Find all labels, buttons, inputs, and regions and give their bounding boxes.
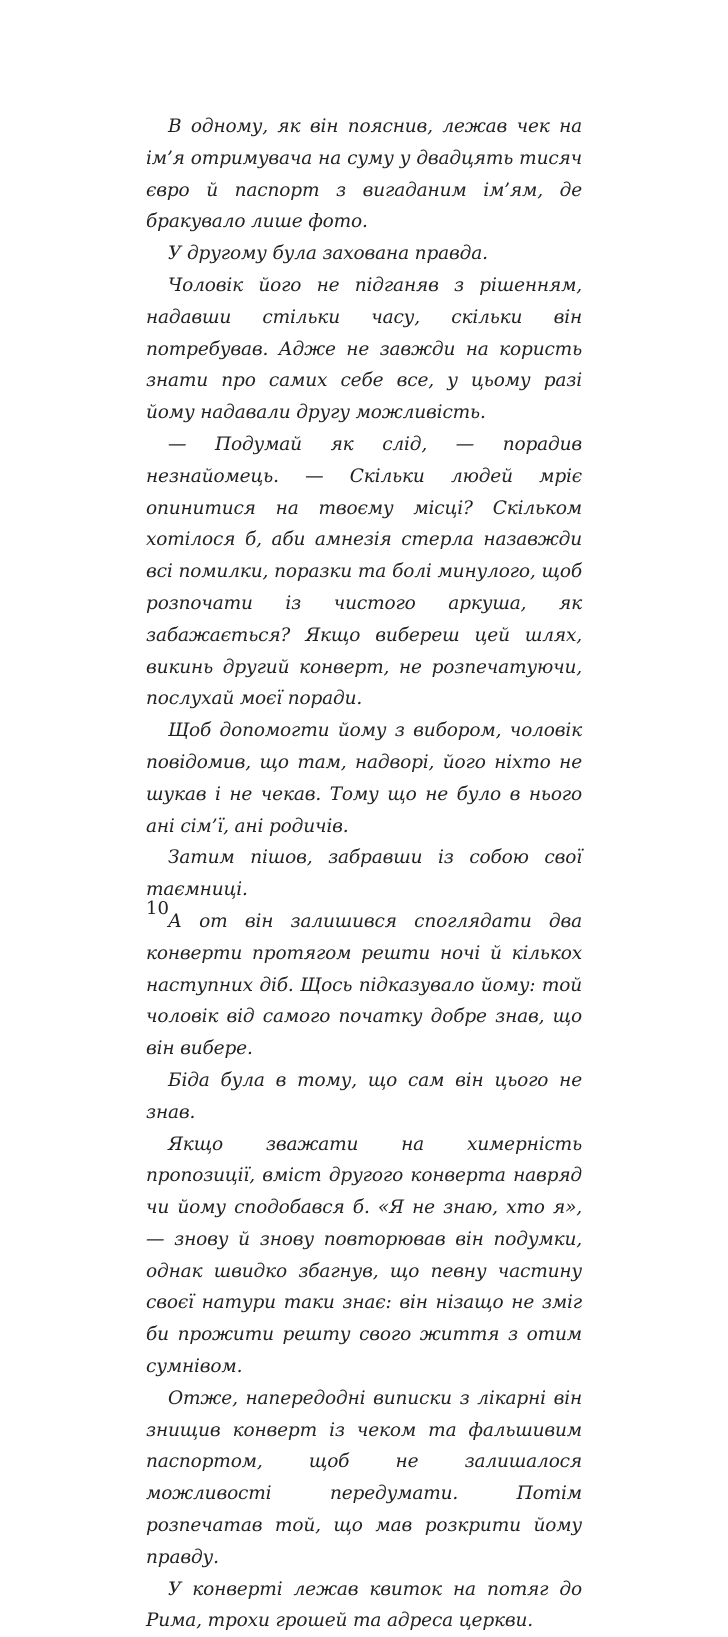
paragraph-11: У конверті лежав квиток на потяг до Рима, трохи грошей та адреса церкви.	[146, 1578, 582, 1632]
paragraph-1: В одному, як він пояснив, лежав чек на ім’я отримувача на суму у двадцять тисяч євро й паспорт з вигаданим ім’ям, де бракувало лише фото.	[146, 116, 582, 233]
paragraph-5: Щоб допомогти йому з вибором, чоловік повідомив, що там, надворі, його ніхто не шукав і не чекав. Тому що не було в нього ані сім’ї, ані родичів.	[146, 720, 582, 837]
body-text	[146, 111, 582, 1637]
paragraph-7: А от він залишився споглядати два конверти протягом решти ночі й кількох наступних діб. Щось підказувало йому: той чоловік від самого початку добре знав, що він вибере.	[146, 910, 582, 1060]
paragraph-10: Отже, напередодні виписки з лікарні він знищив конверт із чеком та фальшивим паспортом, щоб не залишалося можливості передумати. Потім розпечатав той, що мав розкрити йому правду.	[146, 1387, 582, 1568]
paragraph-2: У другому була захована правда.	[168, 243, 488, 265]
paragraph-9: Якщо зважати на химерність пропозиції, вміст другого конверта навряд чи йому сподобався б. «Я не знаю, хто я», — знову й знову повторював він подумки, однак швидко збагнув, що певну частину своєї натури таки знає: він нізащо не зміг би прожити решту свого життя з отим сумнівом.	[146, 1133, 582, 1378]
page-number: 10	[146, 898, 169, 919]
paragraph-6: Затим пішов, забравши із собою свої таємниці.	[146, 847, 582, 901]
paragraph-4-dialogue: — Подумай як слід, — порадив незнайомець. — Скільки людей мріє опинитися на твоєму місці? Скільком хотілося б, аби амнезія стерла назавжди всі помилки, поразки та болі минулого, щоб розпочати із чистого аркуша, як забажається? Якщо виберeш цей шлях, викинь другий конверт, не розпечатуючи, послухай моєї поради.	[146, 433, 582, 710]
paragraph-8: Біда була в тому, що сам він цього не знав.	[146, 1069, 582, 1123]
paragraph-3: Чоловік його не підганяв з рішенням, надавши стільки часу, скільки він потребував. Адже не завжди на користь знати про самих себе все, у цьому разі йому надавали другу можливість.	[146, 274, 582, 424]
